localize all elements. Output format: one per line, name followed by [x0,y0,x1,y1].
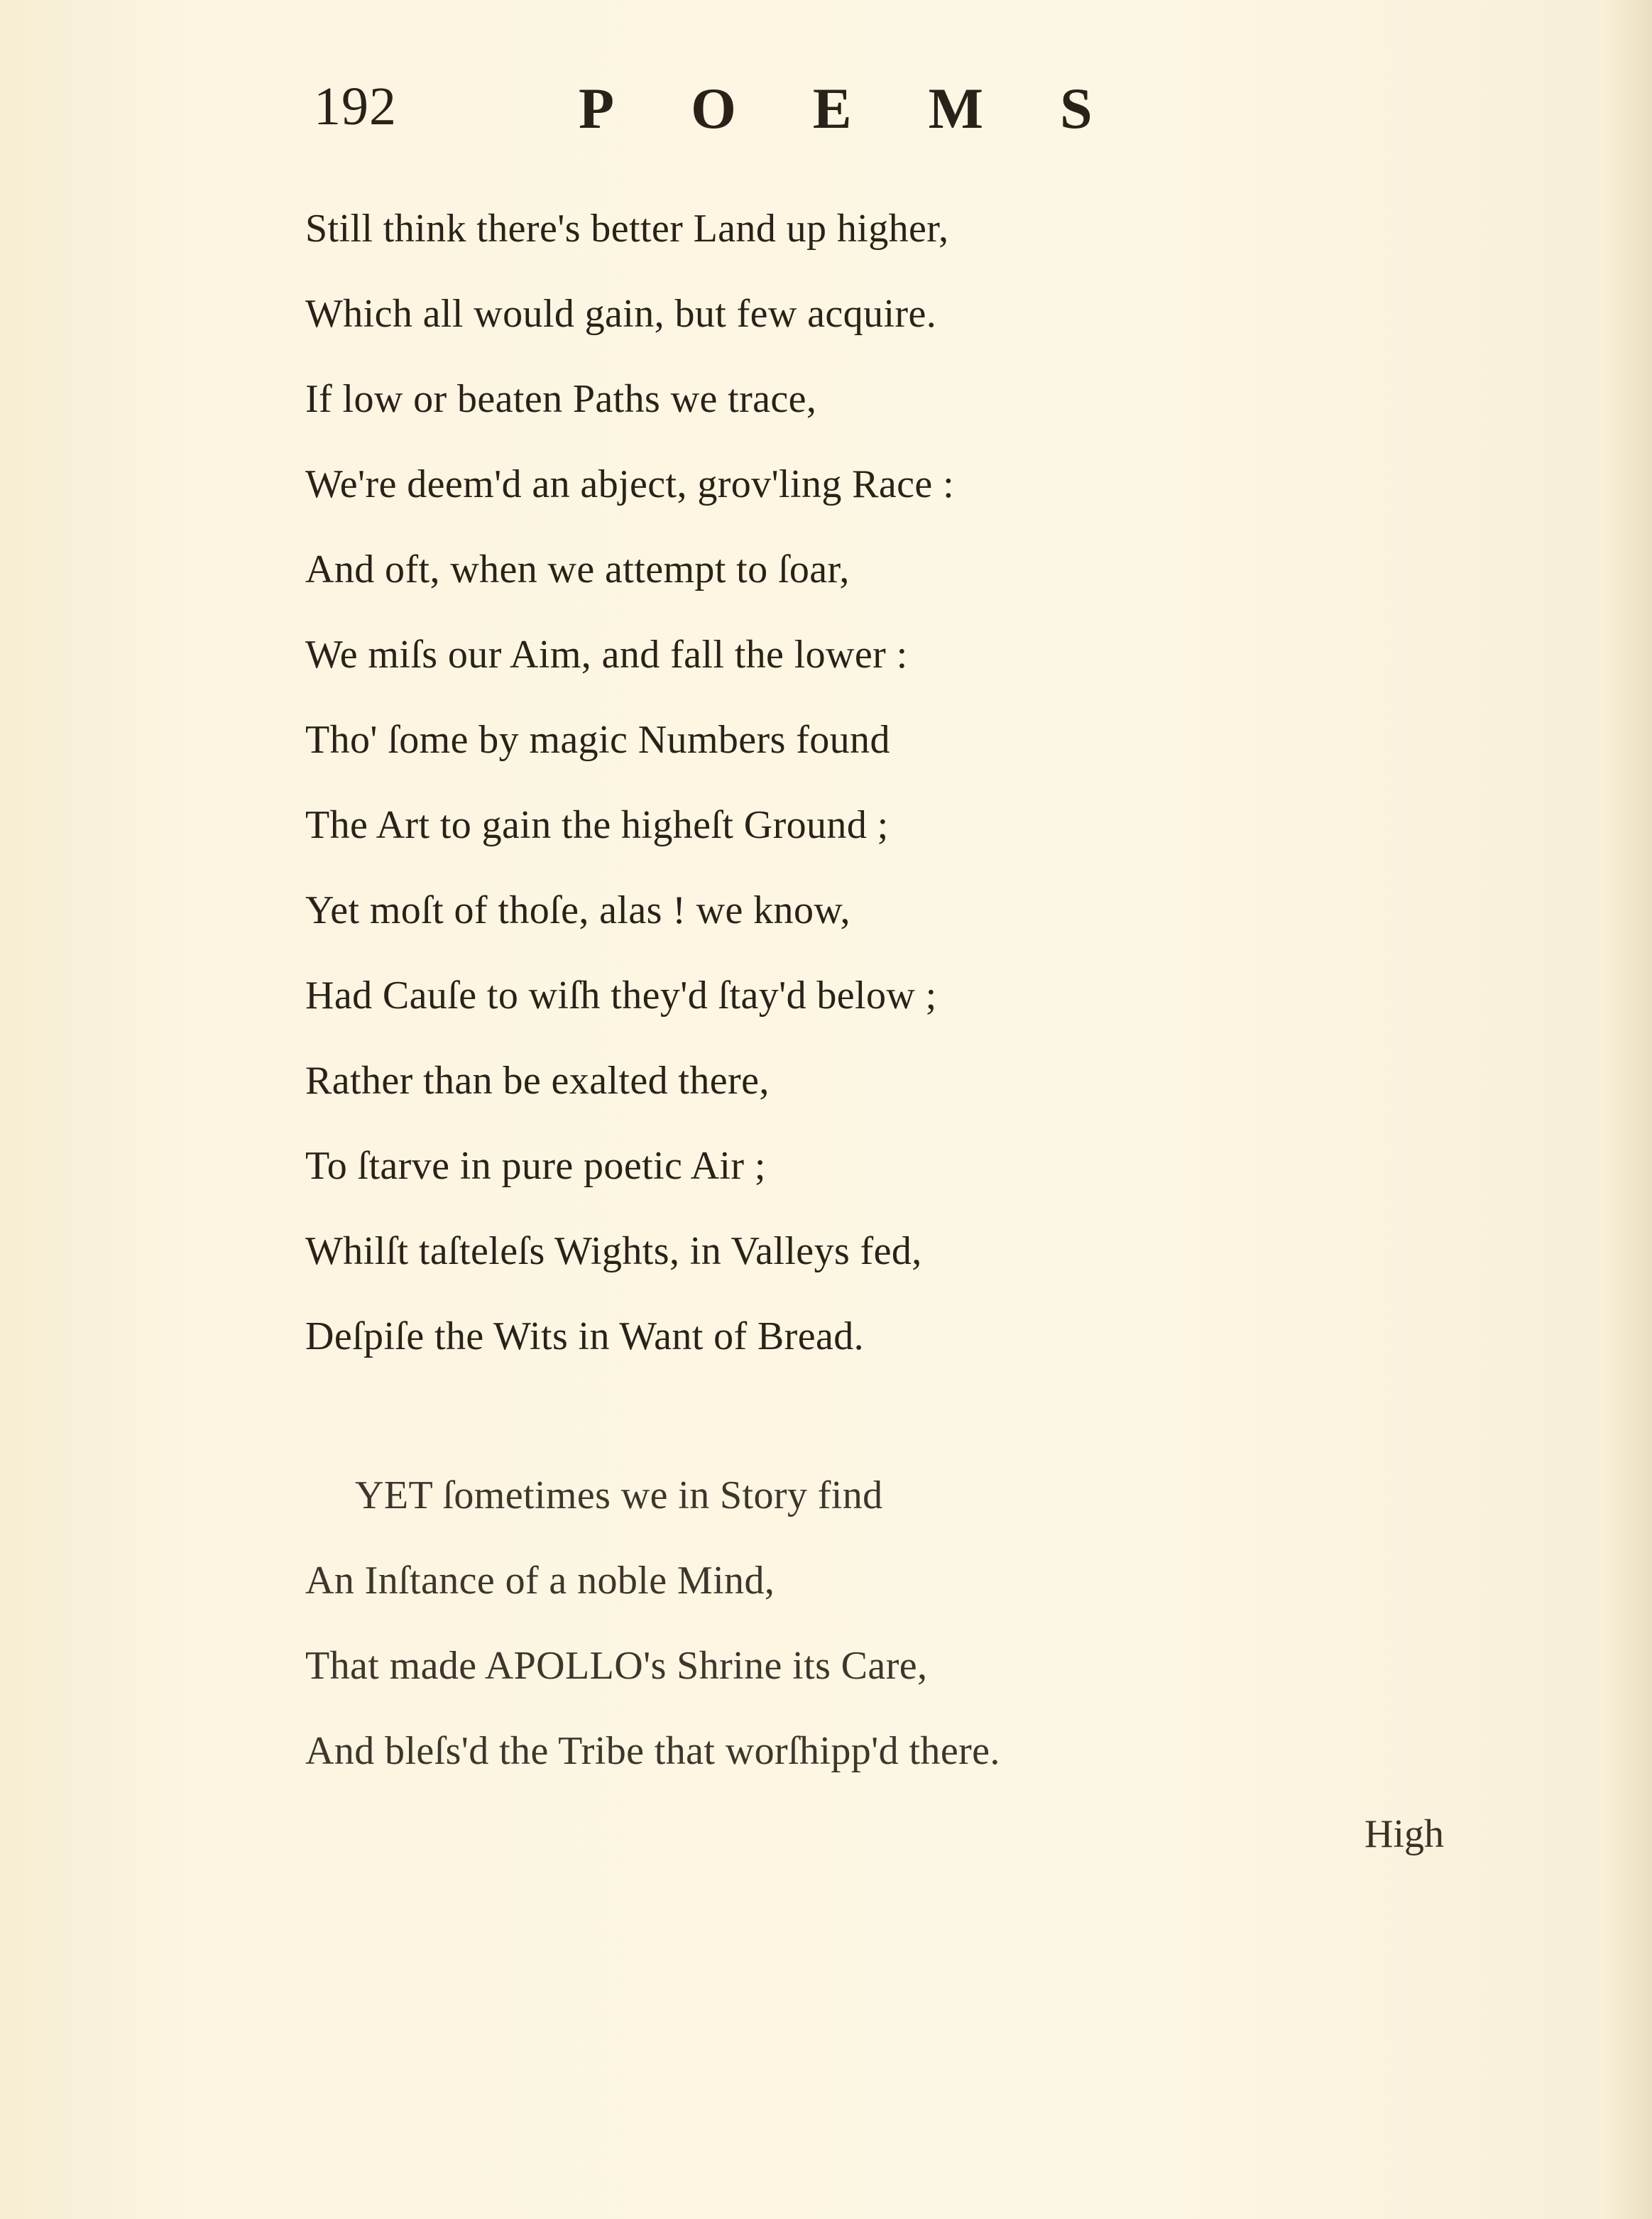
verse-line: YET ſometimes we in Story find [355,1473,883,1517]
verse-line: An Inſtance of a noble Mind, [305,1559,775,1603]
verse-line: Had Cauſe to wiſh they'd ſtay'd below ; [305,974,937,1018]
catchword: High [1364,1812,1444,1856]
verse-line: Rather than be exalted there, [305,1059,770,1103]
verse-line: Still think there's better Land up higher, [305,207,949,251]
verse-line: We're deem'd an abject, grov'ling Race : [305,462,955,506]
verse-line: Deſpiſe the Wits in Want of Bread. [305,1314,865,1358]
verse-line: The Art to gain the higheſt Ground ; [305,803,889,847]
verse-line: And bleſs'd the Tribe that worſhipp'd there. [305,1729,1000,1773]
verse-line: Tho' ſome by magic Numbers found [305,718,890,762]
verse-line: If low or beaten Paths we trace, [305,377,817,421]
verse-line: To ſtarve in pure poetic Air ; [305,1144,766,1188]
verse-line: Whilſt taſteleſs Wights, in Valleys fed, [305,1229,922,1273]
verse-line: That made APOLLO's Shrine its Care, [305,1644,928,1688]
verse-line: And oft, when we attempt to ſoar, [305,547,850,591]
page-number: 192 [314,77,397,136]
verse-line: Which all would gain, but few acquire. [305,292,937,336]
running-head: POEMS [579,76,1169,141]
verse-line: Yet moſt of thoſe, alas ! we know, [305,888,850,932]
verse-line: We miſs our Aim, and fall the lower : [305,633,908,677]
